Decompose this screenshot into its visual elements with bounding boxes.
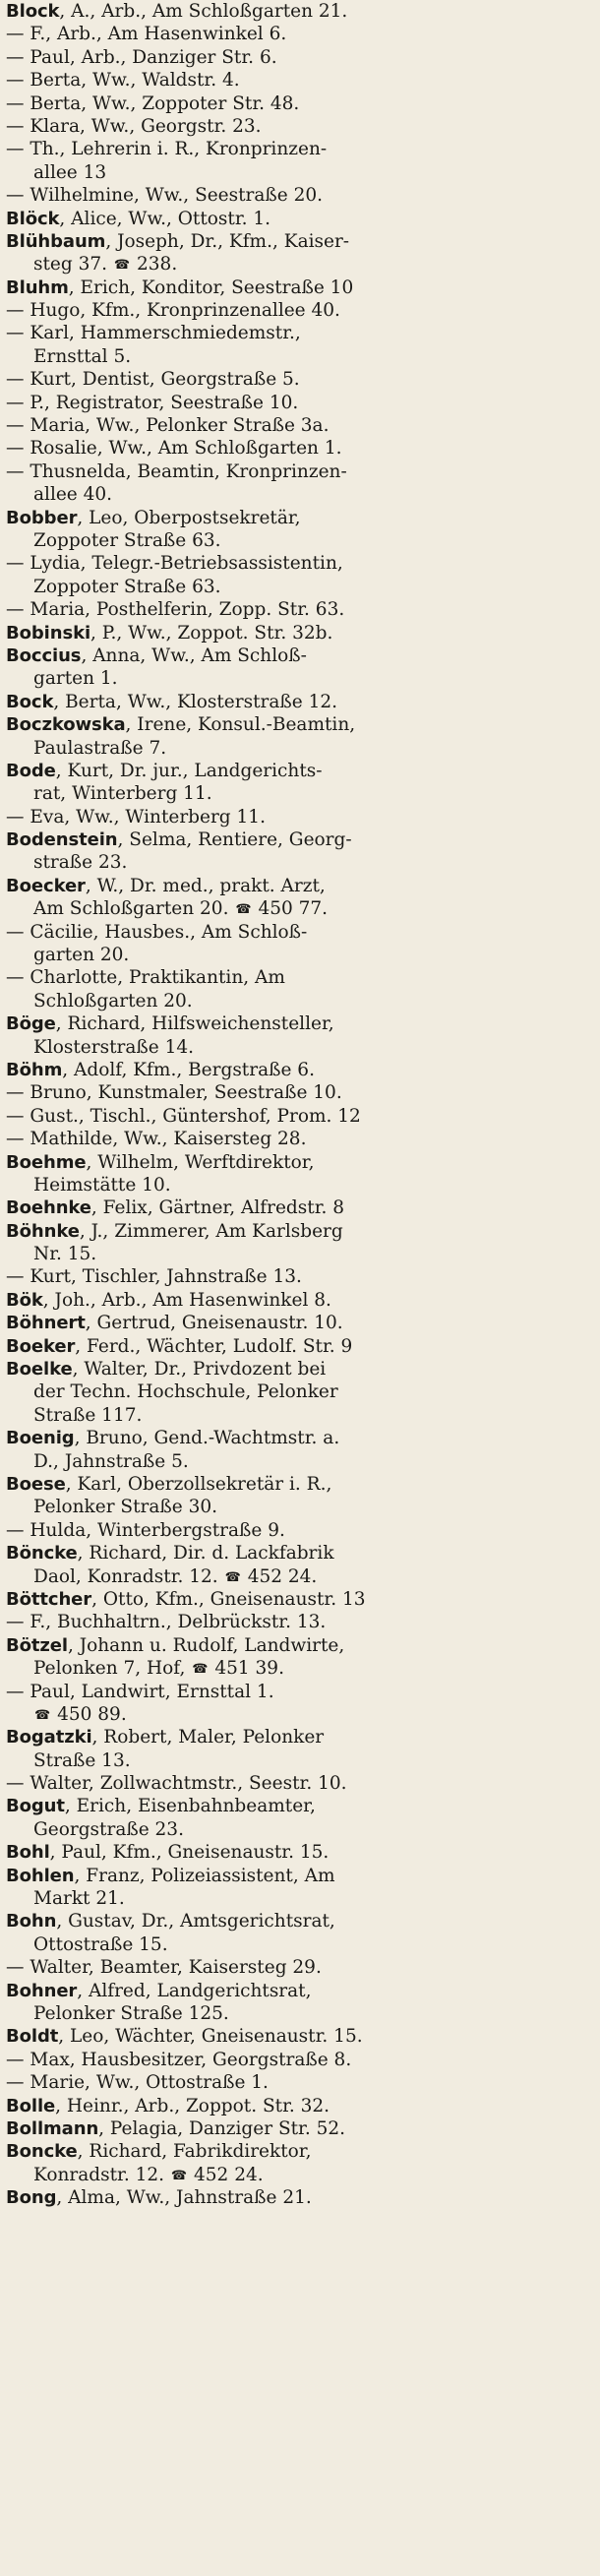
continuation-line <box>6 1933 598 1956</box>
entry-line <box>6 1358 598 1380</box>
surname: Bong <box>6 2187 57 2209</box>
entry-text: — P., Registrator, Seestraße 10. <box>6 392 299 413</box>
surname: Bluhm <box>6 276 69 298</box>
continuation-line <box>6 1818 598 1841</box>
entry-line <box>6 760 598 782</box>
entry-line <box>6 1220 598 1243</box>
continuation-line <box>6 1036 598 1059</box>
continuation-line <box>6 598 598 621</box>
entry-line <box>6 208 598 230</box>
continuation-line <box>6 483 598 506</box>
entry-text: , Leo, Wächter, Gneisenaustr. 15. <box>58 2026 363 2048</box>
entry-text: , Joseph, Dr., Kfm., Kaiser- <box>105 230 350 252</box>
entry-text: , Richard, Fabrikdirektor, <box>77 2141 312 2163</box>
continuation-line <box>6 737 598 760</box>
surname: Bode <box>6 760 56 781</box>
surname: Boldt <box>6 2026 59 2048</box>
entry-text: — Klara, Ww., Georgstr. 23. <box>6 115 262 137</box>
surname: Bogatzki <box>6 1727 92 1748</box>
continuation-line <box>6 1956 598 1979</box>
surname: Böttcher <box>6 1588 92 1610</box>
entry-text: allee 40. <box>33 484 113 506</box>
surname: Bodenstein <box>6 829 118 851</box>
entry-text: Pelonker Straße 125. <box>33 2002 229 2024</box>
surname: Bobber <box>6 507 78 528</box>
continuation-line <box>6 322 598 344</box>
continuation-line <box>6 138 598 160</box>
continuation-line <box>6 69 598 92</box>
continuation-line <box>6 299 598 322</box>
entry-text: , Paul, Kfm., Gneisenaustr. 15. <box>49 1842 330 1864</box>
entry-line <box>6 875 598 897</box>
entry-text: , Kurt, Dr. jur., Landgerichts- <box>55 760 323 781</box>
entry-line <box>6 1289 598 1312</box>
entry-text: , A., Arb., Am Schloßgarten 21. <box>59 1 348 22</box>
surname: Böge <box>6 1013 56 1035</box>
continuation-line <box>6 368 598 391</box>
entry-text: — Bruno, Kunstmaler, Seestraße 10. <box>6 1082 342 1104</box>
entry-text: — Walter, Zollwachtmstr., Seestr. 10. <box>6 1773 347 1795</box>
entry-line <box>6 1795 598 1817</box>
entry-line <box>6 1335 598 1358</box>
continuation-line <box>6 667 598 690</box>
entry-text: — Berta, Ww., Waldstr. 4. <box>6 70 240 92</box>
surname: Boehnke <box>6 1197 91 1219</box>
continuation-line <box>6 184 598 207</box>
surname: Boelke <box>6 1359 73 1380</box>
entry-text: — Wilhelmine, Ww., Seestraße 20. <box>6 185 324 207</box>
entry-text: — Maria, Posthelferin, Zopp. Str. 63. <box>6 599 345 621</box>
entry-line <box>6 2140 598 2163</box>
continuation-line <box>6 1404 598 1427</box>
entry-text: — Max, Hausbesitzer, Georgstraße 8. <box>6 2049 352 2070</box>
surname: Bohlen <box>6 1865 75 1886</box>
continuation-line <box>6 46 598 69</box>
entry-text: — Paul, Landwirt, Ernsttal 1. <box>6 1681 274 1702</box>
surname: Bohner <box>6 1980 78 2001</box>
entry-text: , Karl, Oberzollsekretär i. R., <box>65 1474 332 1495</box>
entry-text: Straße 117. <box>33 1404 143 1426</box>
surname: Boehme <box>6 1151 87 1173</box>
continuation-line <box>6 990 598 1012</box>
entry-text: — Paul, Arb., Danziger Str. 6. <box>6 46 277 68</box>
continuation-line <box>6 552 598 575</box>
continuation-line <box>6 1519 598 1542</box>
surname: Boecker <box>6 875 86 896</box>
entry-text: — Kurt, Tischler, Jahnstraße 13. <box>6 1266 302 1288</box>
entry-line <box>6 1059 598 1081</box>
phone-number: 451 39. <box>214 1658 284 1680</box>
entry-text: Nr. 15. <box>33 1244 97 1265</box>
entry-text: — Karl, Hammerschmiedemstr., <box>6 323 301 344</box>
surname: Bötzel <box>6 1634 68 1656</box>
entry-text: — Hugo, Kfm., Kronprinzenallee 40. <box>6 300 340 322</box>
entry-text: Schloßgarten 20. <box>33 990 193 1012</box>
entry-line <box>6 1012 598 1035</box>
surname: Bollmann <box>6 2117 99 2139</box>
phone-number: 450 77. <box>258 898 329 920</box>
entry-text: Ottostraße 15. <box>33 1933 168 1955</box>
entry-text: , Alice, Ww., Ottostr. 1. <box>59 208 271 229</box>
entry-text: , Leo, Oberpostsekretär, <box>77 507 301 528</box>
continuation-line <box>6 437 598 460</box>
surname: Bolle <box>6 2095 56 2116</box>
surname: Boncke <box>6 2141 78 2163</box>
entry-line <box>6 1312 598 1334</box>
entry-text: der Techn. Hochschule, Pelonker <box>33 1381 338 1403</box>
entry-line <box>6 1588 598 1611</box>
entry-text: Pelonker Straße 30. <box>33 1497 218 1518</box>
entry-text: , Erich, Eisenbahnbeamter, <box>64 1796 316 1817</box>
entry-text: , Berta, Ww., Klosterstraße 12. <box>53 691 338 712</box>
entry-text: — Eva, Ww., Winterberg 11. <box>6 806 266 828</box>
entry-line <box>6 1634 598 1657</box>
surname: Boccius <box>6 644 82 666</box>
entry-text: , Felix, Gärtner, Alfredstr. 8 <box>90 1197 345 1219</box>
continuation-line <box>6 1380 598 1403</box>
entry-text: , P., Ww., Zoppot. Str. 32b. <box>90 622 333 644</box>
entry-text: — Berta, Ww., Zoppoter Str. 48. <box>6 92 300 114</box>
entry-text: , Richard, Dir. d. Lackfabrik <box>77 1543 334 1564</box>
entry-text: , Erich, Konditor, Seestraße 10 <box>68 276 354 298</box>
continuation-line <box>6 529 598 552</box>
entry-text: straße 23. <box>33 852 128 874</box>
continuation-line <box>6 392 598 414</box>
continuation-line <box>6 782 598 805</box>
continuation-line <box>6 1772 598 1795</box>
surname: Bock <box>6 691 54 712</box>
entry-text: Zoppoter Straße 63. <box>33 529 221 551</box>
phone-number: 452 24. <box>194 2164 264 2185</box>
entry-text: — Mathilde, Ww., Kaisersteg 28. <box>6 1129 307 1150</box>
surname: Böhnke <box>6 1220 80 1242</box>
entry-text: Am Schloßgarten 20. <box>33 898 229 920</box>
surname: Boczkowska <box>6 714 126 736</box>
entry-text: , Wilhelm, Werftdirektor, <box>86 1151 315 1173</box>
entry-line <box>6 1910 598 1932</box>
entry-text: garten 20. <box>33 945 130 966</box>
surname: Böhnert <box>6 1313 86 1334</box>
entry-text: — Lydia, Telegr.-Betriebsassistentin, <box>6 553 343 575</box>
phone-number: 238. <box>137 254 178 276</box>
entry-text: — Thusnelda, Beamtin, Kronprinzen- <box>6 460 347 482</box>
entry-line <box>6 1865 598 1887</box>
continuation-line <box>6 1887 598 1910</box>
entry-text: — Marie, Ww., Ottostraße 1. <box>6 2072 269 2094</box>
entry-line <box>6 644 598 667</box>
telephone-icon: ☎ <box>34 1707 51 1723</box>
continuation-line <box>6 1749 598 1772</box>
entry-line <box>6 230 598 253</box>
continuation-line <box>6 897 598 920</box>
entry-line <box>6 2117 598 2140</box>
entry-text: D., Jahnstraße 5. <box>33 1450 189 1472</box>
entry-text: Pelonken 7, Hof, <box>33 1658 186 1680</box>
entry-text: — F., Arb., Am Hasenwinkel 6. <box>6 24 287 45</box>
entry-line <box>6 1196 598 1219</box>
entry-text: — Th., Lehrerin i. R., Kronprinzen- <box>6 139 328 160</box>
entry-text: Klosterstraße 14. <box>33 1036 195 1058</box>
continuation-line <box>6 1681 598 1703</box>
continuation-line <box>6 1450 598 1473</box>
continuation-line <box>6 1128 598 1150</box>
surname: Bobinski <box>6 622 91 644</box>
continuation-line <box>6 161 598 184</box>
entry-text: , Gertrud, Gneisenaustr. 10. <box>85 1313 343 1334</box>
entry-line <box>6 1980 598 2002</box>
continuation-line <box>6 576 598 598</box>
entry-line <box>6 1542 598 1564</box>
entry-text: — Charlotte, Praktikantin, Am <box>6 967 285 989</box>
entry-line <box>6 1427 598 1449</box>
entry-text: — F., Buchhaltrn., Delbrückstr. 13. <box>6 1612 327 1633</box>
entry-text: Ernsttal 5. <box>33 345 132 367</box>
phone-number: 452 24. <box>247 1565 318 1587</box>
entry-text: , Selma, Rentiere, Georg- <box>117 829 352 851</box>
entry-line <box>6 622 598 644</box>
surname: Boeker <box>6 1335 76 1357</box>
phone-number: 450 89. <box>57 1703 127 1725</box>
entry-text: Zoppoter Straße 63. <box>33 576 221 597</box>
entry-text: Daol, Konradstr. 12. <box>33 1565 218 1587</box>
entry-text: , Franz, Polizeiassistent, Am <box>74 1865 335 1886</box>
entry-line <box>6 1473 598 1496</box>
continuation-line <box>6 1265 598 1288</box>
continuation-line <box>6 92 598 115</box>
entry-text: , Bruno, Gend.-Wachtmstr. a. <box>74 1428 340 1449</box>
surname: Bohl <box>6 1842 50 1864</box>
entry-text: garten 1. <box>33 668 118 690</box>
entry-text: — Kurt, Dentist, Georgstraße 5. <box>6 369 300 391</box>
entry-text: allee 13 <box>33 161 107 183</box>
surname: Bogut <box>6 1796 65 1817</box>
entry-line <box>6 713 598 736</box>
continuation-line <box>6 2164 598 2186</box>
entry-text: Georgstraße 23. <box>33 1818 184 1840</box>
entry-text: , Ferd., Wächter, Ludolf. Str. 9 <box>75 1335 353 1357</box>
entry-line <box>6 691 598 713</box>
entry-text: — Walter, Beamter, Kaisersteg 29. <box>6 1957 322 1979</box>
entry-text: — Rosalie, Ww., Am Schloßgarten 1. <box>6 438 342 460</box>
entry-line <box>6 828 598 851</box>
continuation-line <box>6 806 598 828</box>
continuation-line <box>6 115 598 138</box>
telephone-icon: ☎ <box>170 2168 188 2183</box>
entry-text: — Gust., Tischl., Güntershof, Prom. 12 <box>6 1105 361 1127</box>
entry-text: , Otto, Kfm., Gneisenaustr. 13 <box>91 1588 366 1610</box>
entry-text: , Richard, Hilfsweichensteller, <box>55 1013 334 1035</box>
telephone-icon: ☎ <box>235 902 252 918</box>
continuation-line <box>6 944 598 966</box>
continuation-line <box>6 1703 598 1726</box>
continuation-line <box>6 921 598 944</box>
entry-text: , J., Zimmerer, Am Karlsberg <box>79 1220 343 1242</box>
entry-line <box>6 0 598 23</box>
continuation-line <box>6 1081 598 1104</box>
entry-line <box>6 1841 598 1864</box>
entry-text: — Maria, Ww., Pelonker Straße 3a. <box>6 415 330 437</box>
entry-text: , W., Dr. med., prakt. Arzt, <box>85 875 326 896</box>
entry-text: , Walter, Dr., Privdozent bei <box>72 1359 327 1380</box>
surname: Boese <box>6 1474 66 1495</box>
entry-text: , Heinr., Arb., Zoppot. Str. 32. <box>55 2095 330 2116</box>
entry-line <box>6 276 598 299</box>
continuation-line <box>6 966 598 989</box>
entry-text: — Hulda, Winterbergstraße 9. <box>6 1519 285 1541</box>
continuation-line <box>6 2002 598 2025</box>
surname: Block <box>6 1 60 22</box>
entry-text: , Robert, Maler, Pelonker <box>91 1727 325 1748</box>
entry-text: , Johann u. Rudolf, Landwirte, <box>67 1634 345 1656</box>
entry-line <box>6 1726 598 1748</box>
continuation-line <box>6 414 598 437</box>
entry-text: , Anna, Ww., Am Schloß- <box>81 644 307 666</box>
entry-text: , Alfred, Landgerichtsrat, <box>77 1980 312 2001</box>
continuation-line <box>6 23 598 45</box>
entry-text: steg 37. <box>33 254 108 276</box>
surname: Böncke <box>6 1543 78 1564</box>
telephone-icon: ☎ <box>192 1662 209 1678</box>
entry-text: , Adolf, Kfm., Bergstraße 6. <box>62 1059 315 1080</box>
telephone-icon: ☎ <box>113 258 131 274</box>
entry-line <box>6 507 598 529</box>
entry-line <box>6 2025 598 2048</box>
entry-text: , Irene, Konsul.-Beamtin, <box>125 714 356 736</box>
continuation-line <box>6 1105 598 1128</box>
continuation-line <box>6 1565 598 1588</box>
entry-text: — Cäcilie, Hausbes., Am Schloß- <box>6 921 308 943</box>
continuation-line <box>6 1174 598 1196</box>
continuation-line <box>6 1243 598 1265</box>
entry-line <box>6 2095 598 2117</box>
entry-text: Heimstätte 10. <box>33 1174 171 1196</box>
surname: Blühbaum <box>6 230 106 252</box>
continuation-line <box>6 1496 598 1518</box>
entry-text: , Pelagia, Danziger Str. 52. <box>98 2117 346 2139</box>
continuation-line <box>6 253 598 276</box>
entry-text: Paulastraße 7. <box>33 737 167 759</box>
continuation-line <box>6 1611 598 1633</box>
entry-line <box>6 2186 598 2209</box>
entry-text: rat, Winterberg 11. <box>33 783 212 805</box>
entry-text: Konradstr. 12. <box>33 2164 165 2185</box>
entry-text: , Alma, Ww., Jahnstraße 21. <box>56 2187 312 2209</box>
surname: Boenig <box>6 1428 75 1449</box>
surname: Böhm <box>6 1059 63 1080</box>
surname: Bök <box>6 1289 43 1311</box>
continuation-line <box>6 851 598 874</box>
surname: Blöck <box>6 208 60 229</box>
entry-text: Straße 13. <box>33 1749 131 1771</box>
continuation-line <box>6 460 598 483</box>
continuation-line <box>6 2049 598 2071</box>
continuation-line <box>6 345 598 368</box>
entry-text: , Joh., Arb., Am Hasenwinkel 8. <box>42 1289 331 1311</box>
entry-text: Markt 21. <box>33 1888 125 1910</box>
surname: Bohn <box>6 1911 57 1932</box>
entry-text: , Gustav, Dr., Amtsgerichtsrat, <box>56 1911 335 1932</box>
telephone-icon: ☎ <box>224 1569 241 1585</box>
entry-line <box>6 1151 598 1174</box>
continuation-line <box>6 2071 598 2094</box>
continuation-line <box>6 1657 598 1680</box>
